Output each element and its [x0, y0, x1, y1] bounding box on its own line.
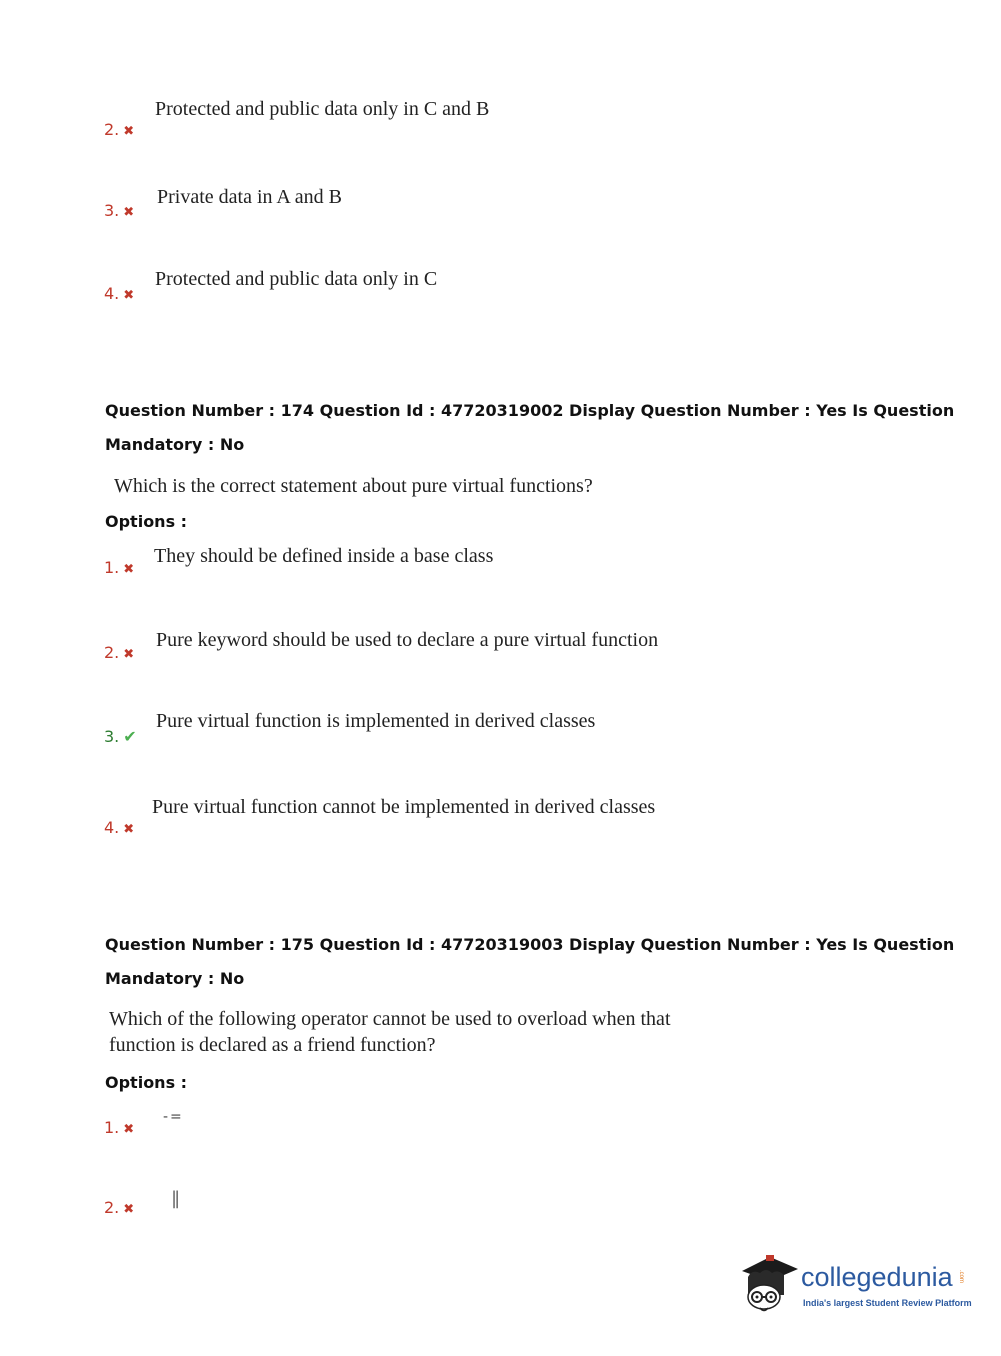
q175-question-line1: Which of the following operator cannot be used to overload when that	[109, 1008, 671, 1030]
option-number: 1.	[104, 558, 120, 577]
prev-option-4	[104, 284, 134, 303]
q175-options-label: Options :	[105, 1073, 188, 1092]
q174-meta-line2: Mandatory : No	[105, 435, 245, 454]
q174-question-text: Which is the correct statement about pure virtual functions?	[114, 475, 593, 497]
q175-option-2	[104, 1198, 134, 1217]
q174-option-2	[104, 643, 134, 662]
cross-icon: ✖	[123, 1202, 135, 1217]
option-number: 1.	[104, 1118, 120, 1137]
collegedunia-mascot-icon	[740, 1247, 800, 1317]
q174-meta-line1: Question Number : 174 Question Id : 47720319002 Display Question Number : Yes Is Question	[105, 401, 955, 420]
q174-option-4	[104, 818, 134, 837]
cross-icon: ✖	[123, 647, 135, 662]
cross-icon: ✖	[123, 562, 135, 577]
q174-option-3-text: Pure virtual function is implemented in derived classes	[156, 710, 596, 732]
option-number: 3.	[104, 201, 120, 220]
q174-option-1	[104, 558, 134, 577]
option-number: 3.	[104, 727, 120, 746]
q175-meta-line2: Mandatory : No	[105, 969, 245, 988]
cross-icon: ✖	[123, 205, 135, 220]
q174-option-3	[104, 727, 137, 746]
cross-icon: ✖	[123, 822, 135, 837]
brand-dotcom: .com	[958, 1270, 964, 1284]
q175-option-1	[104, 1118, 134, 1137]
option-number: 4.	[104, 818, 120, 837]
prev-option-3	[104, 201, 134, 220]
q174-option-1-text: They should be defined inside a base class	[154, 545, 494, 567]
brand-tagline: India's largest Student Review Platform	[803, 1298, 972, 1308]
q174-option-4-text: Pure virtual function cannot be implemented in derived classes	[152, 796, 656, 818]
option-number: 2.	[104, 1198, 120, 1217]
q175-option-1-text: -=	[163, 1109, 184, 1125]
check-icon: ✔	[123, 727, 137, 746]
q175-meta-line1: Question Number : 175 Question Id : 47720319003 Display Question Number : Yes Is Question	[105, 935, 955, 954]
q175-question-line2: function is declared as a friend function?	[109, 1034, 436, 1056]
cross-icon: ✖	[123, 288, 135, 303]
option-number: 2.	[104, 643, 120, 662]
option-number: 4.	[104, 284, 120, 303]
q175-option-2-text: ||	[171, 1188, 178, 1209]
option-number: 2.	[104, 120, 120, 139]
cross-icon: ✖	[123, 1122, 135, 1137]
q174-options-label: Options :	[105, 512, 188, 531]
brand-name: collegedunia	[801, 1262, 953, 1292]
prev-option-2	[104, 120, 134, 139]
cross-icon: ✖	[123, 124, 135, 139]
prev-option-2-text: Protected and public data only in C and B	[155, 98, 490, 120]
q174-option-2-text: Pure keyword should be used to declare a pure virtual function	[156, 629, 659, 651]
prev-option-4-text: Protected and public data only in C	[155, 268, 438, 290]
prev-option-3-text: Private data in A and B	[157, 186, 342, 208]
